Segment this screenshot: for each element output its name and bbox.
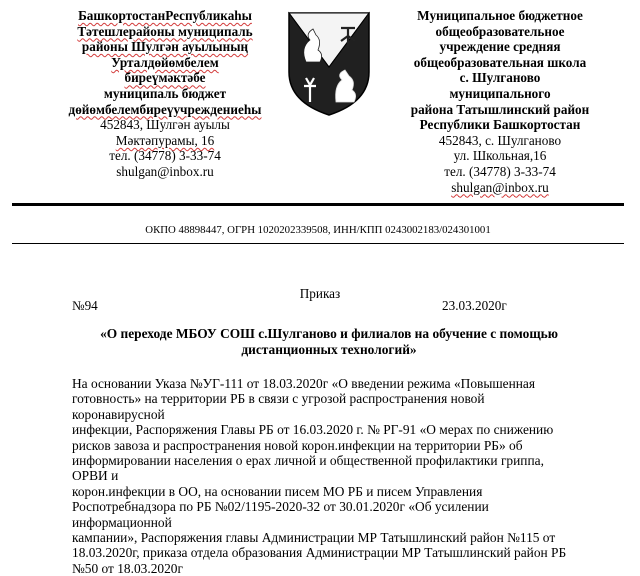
subject-line: дистанционных технологий» [241,342,417,357]
coat-of-arms-icon [286,10,372,118]
org-name-line: общеобразовательная школа [413,54,587,70]
org-name-line: Муниципальное бюджетное [417,8,583,23]
org-name-line: общеобразовательное [435,23,565,39]
org-name-line: учреждение средняя [439,39,561,55]
org-name-line: Тәтешлерайоны муниципаль [77,23,253,39]
registration-divider [12,243,624,244]
org-name-line: дөйөмбелембиреүучреждениеhы [68,101,262,117]
body-line: рисков завоза и распространения новой корон.инфекции на территории РБ» об [72,437,523,453]
header-divider [12,203,624,206]
body-line: готовность» на территории РБ в связи с угрозой распространения новой коронавирусной [72,391,485,422]
org-name-line: с. Шулганово [459,70,541,86]
email: shulgan@inbox.ru [116,163,214,179]
document-title: Приказ [299,286,341,301]
address-line: Мәктәпурамы, 16 [115,132,215,148]
address-line: 452843, Шулгән ауылы [100,117,230,133]
body-line: кампании», Распоряжения главы Администрации МР Татышлинский район №115 от [72,530,556,546]
org-name-line: муниципального [449,85,551,101]
letterhead-bashkir [55,8,275,180]
body-line: корон.инфекции в ОО, на основании писем МО РБ и писем Управления [72,483,483,499]
body-line: На основании Указа №УГ-111 от 18.03.2020г «О введении режима «Повышенная [72,376,536,391]
address-line: ул. Школьная,16 [453,148,547,164]
body-line: инфекции, Распоряжения Главы РБ от 16.03.2020 г. № РГ-91 «О мерах по снижению [72,422,554,438]
body-line: информировании населения о ерах личной и общественной профилактики гриппа, ОРВИ и [72,453,544,484]
org-name-line: районы Шулгән ауылының [81,39,249,55]
org-name-line: Республики Башкортостан [419,117,581,133]
registration-codes: ОКПО 48898447, ОГРН 1020202339508, ИНН/КПП 0243002183/024301001 [145,224,491,236]
letterhead-russian [390,8,610,195]
email: shulgan@inbox.ru [451,179,549,195]
org-name-line: Урталдөйөмбелем [111,54,219,70]
order-number: №94 [72,298,98,313]
order-subject [92,326,566,358]
body-line: №50 от 18.03.2020г [72,560,183,576]
order-body [72,376,574,576]
body-line: 18.03.2020г, приказа отдела образования Администрации МР Татышлинский район РБ [72,545,567,561]
subject-line: «О переходе МБОУ СОШ с.Шулганово и филиалов на обучение с помощью [100,326,558,341]
address-line: 452843, с. Шулганово [438,132,562,148]
order-date: 23.03.2020г [442,298,507,313]
phone: тел. (34778) 3-33-74 [109,148,221,164]
org-name-line: района Татышлинский район [410,101,590,117]
org-name-line: муниципаль бюджет [103,85,227,101]
org-name-line: биреүмәктәбе [124,70,206,86]
phone: тел. (34778) 3-33-74 [444,163,556,179]
body-line: Роспотребнадзора по РБ №02/1195-2020-32 от 30.01.2020г «Об усилении информационной [72,499,489,530]
org-name-line: БашкортостанРеспубликаhы [78,8,252,23]
